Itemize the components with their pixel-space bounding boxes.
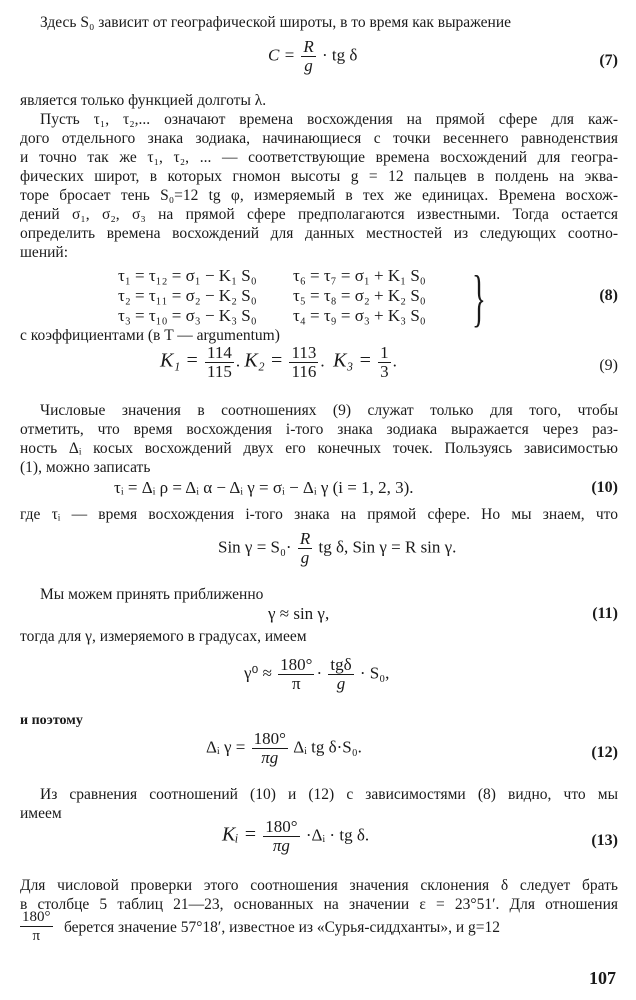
eq9-fraction-2	[289, 344, 318, 381]
eq-sin-fraction	[298, 530, 312, 567]
equation-number-10: (10)	[591, 479, 618, 496]
equation-number-12: (12)	[591, 744, 618, 761]
paragraph-intro: Здесь S₀ зависит от географической широты, в то время как выражение	[40, 14, 512, 31]
eq-sin-lhs: Sin γ = S₀·	[218, 537, 292, 557]
equation-number-9: (9)	[599, 357, 618, 374]
eq-gamma-fraction-2	[328, 656, 353, 693]
text-line: имеем	[20, 805, 62, 822]
ratio-num: 180°	[22, 909, 51, 925]
eq13-rhs: ·Δᵢ · tg δ.	[305, 825, 370, 845]
eq-sin-den: g	[300, 548, 310, 567]
ratio-fraction	[20, 908, 53, 945]
eq8-row	[118, 306, 426, 326]
eq7-fraction	[301, 38, 315, 75]
eq9-k2: K₂ =	[244, 349, 284, 372]
equation-number-11: (11)	[592, 605, 618, 622]
text-line: и точно так же τ₁, τ₂, ... — соответствующие времена восхождений для геогра-	[20, 149, 618, 166]
eq-gamma-num-1: 180°	[280, 655, 313, 674]
text-line: торе бросает тень S₀=12 tg φ, измеряемый в тех же единицах. Времена восхож-	[20, 187, 618, 204]
eq13-den: πg	[272, 836, 290, 855]
eq-sin-rhs: tg δ, Sin γ = R sin γ.	[318, 537, 457, 557]
eq9-k3: K₃ =	[333, 349, 372, 372]
eq-gamma-fraction-1	[278, 656, 314, 693]
equation-10: τᵢ = Δᵢ ρ = Δᵢ α − Δᵢ γ = σᵢ − Δᵢ γ (i = 1, 2, 3).	[114, 478, 414, 497]
text-line: фических широт, в которых гномон высоты g = 12 пальцев в полдень на эква-	[20, 168, 618, 185]
equation-number-8: (8)	[599, 287, 618, 304]
eq-gamma-lhs: γ⁰ ≈	[244, 663, 272, 683]
equation-9: K₁ = $\frac{114}{115}$ . K₂ = $\frac{113}{116}$ . K₃ = $\frac{1}{3}$ .	[160, 343, 397, 381]
paragraph-coefficients: с коэффициентами (в T — argumentum)	[20, 327, 280, 344]
paragraph-longitude: является только функцией долготы λ.	[20, 92, 267, 109]
paragraph-therefore: и поэтому	[20, 713, 83, 728]
eq9-num-2: 113	[291, 343, 317, 362]
paragraph-where: где τᵢ — время восхождения i-того знака на прямой сфере. Но мы знаем, что	[20, 506, 618, 523]
eq9-den-2: 116	[291, 362, 317, 381]
text-line: определить времена восхождений для данных местностей из следующих соотно-	[20, 225, 618, 242]
text-line: (1), можно записать	[20, 459, 151, 476]
equation-11: γ ≈ sin γ,	[268, 604, 330, 623]
eq-gamma-rhs: · S₀,	[359, 663, 390, 683]
eq7-lhs: C =	[268, 45, 296, 65]
eq8-left: τ₃ = τ₁₀ = σ₃ − K₃ S₀	[118, 306, 257, 325]
text-line: Из сравнения соотношений (10) и (12) с зависимостями (8) видно, что мы	[40, 786, 618, 803]
eq8-row	[118, 266, 426, 286]
eq8-right: τ₆ = τ₇ = σ₁ + K₁ S₀	[293, 266, 426, 285]
eq8-right: τ₅ = τ₈ = σ₂ + K₂ S₀	[293, 286, 426, 305]
text-line: в столбце 5 таблиц 21—23, основанных на значении ε = 23°51′. Для отношения	[20, 896, 618, 913]
text-line: ность Δᵢ косых восхождений двух его конечных точек. Пользуясь зависимостью	[20, 440, 618, 457]
page-number: 107	[589, 968, 616, 988]
eq13-lhs: Kᵢ =	[222, 823, 257, 846]
text-line: дений σ₁, σ₂, σ₃ на прямой сфере предполагаются известными. Тогда остается	[20, 206, 618, 223]
text-line: дого отдельного знака зодиака, начинающиеся с точки весеннего равноденствия	[20, 130, 618, 147]
equation-7	[268, 38, 357, 75]
equation-13	[222, 818, 369, 855]
equation-8	[118, 266, 426, 326]
ratio-den: π	[32, 928, 41, 944]
eq7-denominator: g	[304, 56, 313, 75]
eq-gamma-den-2: g	[336, 674, 346, 693]
eq-sin-num: R	[299, 529, 311, 548]
eq8-row	[118, 286, 426, 306]
eq-gamma-num-2: tgδ	[330, 655, 352, 674]
equation-12	[206, 730, 362, 767]
eq-gamma-den-1: π	[292, 674, 301, 693]
eq9-fraction-3	[378, 344, 391, 381]
eq9-den-1: 115	[207, 362, 232, 381]
eq7-numerator: R	[303, 37, 314, 56]
right-brace: }	[472, 262, 486, 333]
equation-number-7: (7)	[599, 52, 618, 69]
eq13-num: 180°	[265, 817, 298, 836]
text-line: Числовые значения в соотношениях (9) служат только для того, чтобы	[40, 402, 618, 419]
eq12-den: πg	[261, 748, 279, 767]
eq12-lhs: Δᵢ γ =	[206, 737, 246, 757]
text-line: Пусть τ₁, τ₂,... означают времена восхождения на прямой сфере для каж-	[40, 111, 618, 128]
eq9-den-3: 3	[380, 362, 389, 381]
eq8-left: τ₁ = τ₁₂ = σ₁ − K₁ S₀	[118, 266, 257, 285]
eq9-num-3: 1	[380, 343, 389, 362]
eq12-fraction	[252, 730, 288, 767]
equation-number-13: (13)	[591, 832, 618, 849]
equation-gamma: γ⁰ ≈ $\frac{180^\circ}{\pi}$ · $\frac{\text{tgδ}}{g}$ · S₀,	[244, 655, 390, 693]
eq7-rhs: · tg δ	[321, 45, 358, 65]
eq12-num: 180°	[253, 729, 286, 748]
eq8-left: τ₂ = τ₁₁ = σ₂ − K₂ S₀	[118, 286, 257, 305]
equation-sin	[218, 530, 456, 567]
text-line: шений:	[20, 244, 69, 261]
eq12-rhs: Δᵢ tg δ·S₀.	[293, 737, 362, 757]
eq8-right: τ₄ = τ₉ = σ₃ + K₃ S₀	[293, 306, 426, 325]
eq9-num-1: 114	[207, 343, 232, 362]
paragraph-approx: Мы можем принять приближенно	[40, 586, 264, 603]
text-line: отметить, что время восхождения i-того знака зодиака выражается через раз-	[20, 421, 618, 438]
paragraph-degrees: тогда для γ, измеряемого в градусах, имеем	[20, 628, 307, 645]
text-line: берется значение 57°18′, известное из «Сурья-сиддханты», и g=12	[64, 919, 500, 936]
text-line: Для числовой проверки этого соотношения значения склонения δ следует брать	[20, 877, 618, 894]
eq9-fraction-1	[205, 344, 234, 381]
eq13-fraction	[263, 818, 299, 855]
eq9-k1: K₁ =	[160, 349, 199, 372]
